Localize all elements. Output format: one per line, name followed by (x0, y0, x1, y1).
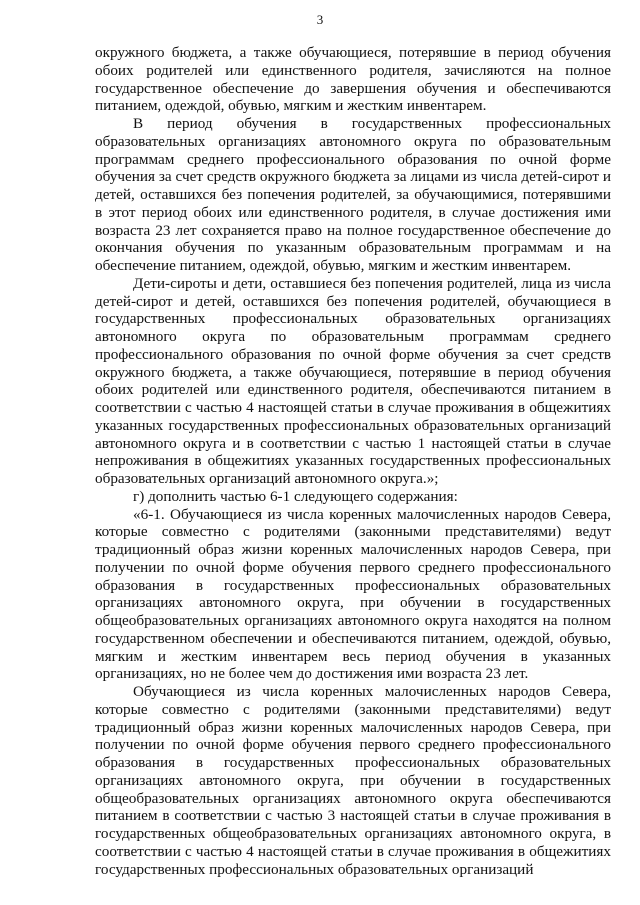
paragraph-part-6-1: «6-1. Обучающиеся из числа коренных малочисленных народов Севера, которые совместно с родителями (законными представителями) ведут традиционный образ жизни коренных малочисленных народов Севера, при получении по очной форме обучения первого среднего профессионального образования в государственных профессиональных образовательных организациях автономного округа, при обучении в государственных общеобразовательных организациях автономного округа находятся на полном государственном обеспечении и обеспечиваются питанием, одеждой, обувью, мягким и жестким инвентарем весь период обучения в указанных организациях, но не более чем до достижения ими возраста 23 лет. (95, 505, 611, 683)
paragraph-retention-of-rights: В период обучения в государственных профессиональных образовательных организациях автономного округа по образовательным программам среднего профессионального образования по очной форме обучения за счет средств окружного бюджета за лицами из числа детей-сирот и детей, оставшихся без попечения родителей, за обучающимися, потерявшими в этот период обоих или единственного родителя, в случае достижения ими возраста 23 лет сохраняется право на полное государственное обеспечение до окончания обучения по указанным образовательным программам и на обеспечение питанием, одеждой, обувью, мягким и жестким инвентарем. (95, 115, 611, 274)
page-number: 3 (316, 12, 324, 27)
paragraph-orphans-nutrition: Дети-сироты и дети, оставшиеся без попечения родителей, лица из числа детей-сирот и детей, оставшихся без попечения родителей, обучающиеся в государственных профессиональных образовательных организациях автономного округа по образовательным программам среднего профессионального образования по очной форме обучения за счет средств окружного бюджета, а также обучающиеся, потерявшие в период обучения обоих родителей или единственного родителя, обеспечиваются питанием в соответствии с частью 4 настоящей статьи в случае проживания в общежитиях указанных государственных профессиональных образовательных организаций автономного округа и в соответствии с частью 1 настоящей статьи в случае непроживания в общежитиях указанных государственных профессиональных образовательных организаций автономного округа.»; (95, 274, 611, 487)
document-body (95, 44, 611, 878)
paragraph-continuation: окружного бюджета, а также обучающиеся, потерявшие в период обучения обоих родителей или единственного родителя, зачисляются на полное государственное обеспечение до завершения обучения и обеспечиваются питанием, одеждой, обувью, мягким и жестким инвентарем. (95, 44, 611, 115)
paragraph-amendment-intro: г) дополнить частью 6-1 следующего содержания: (133, 487, 458, 505)
paragraph-indigenous-nutrition: Обучающиеся из числа коренных малочисленных народов Севера, которые совместно с родителями (законными представителями) ведут традиционный образ жизни коренных малочисленных народов Севера, при получении по очной форме обучения первого среднего профессионального образования в государственных профессиональных образовательных организациях автономного округа, при обучении в государственных общеобразовательных организациях автономного округа обеспечиваются питанием в соответствии с частью 3 настоящей статьи в случае проживания в государственных общеобразовательных организациях автономного округа, в соответствии с частью 4 настоящей статьи в случае проживания в общежитиях государственных профессиональных образовательных организаций (95, 683, 611, 878)
